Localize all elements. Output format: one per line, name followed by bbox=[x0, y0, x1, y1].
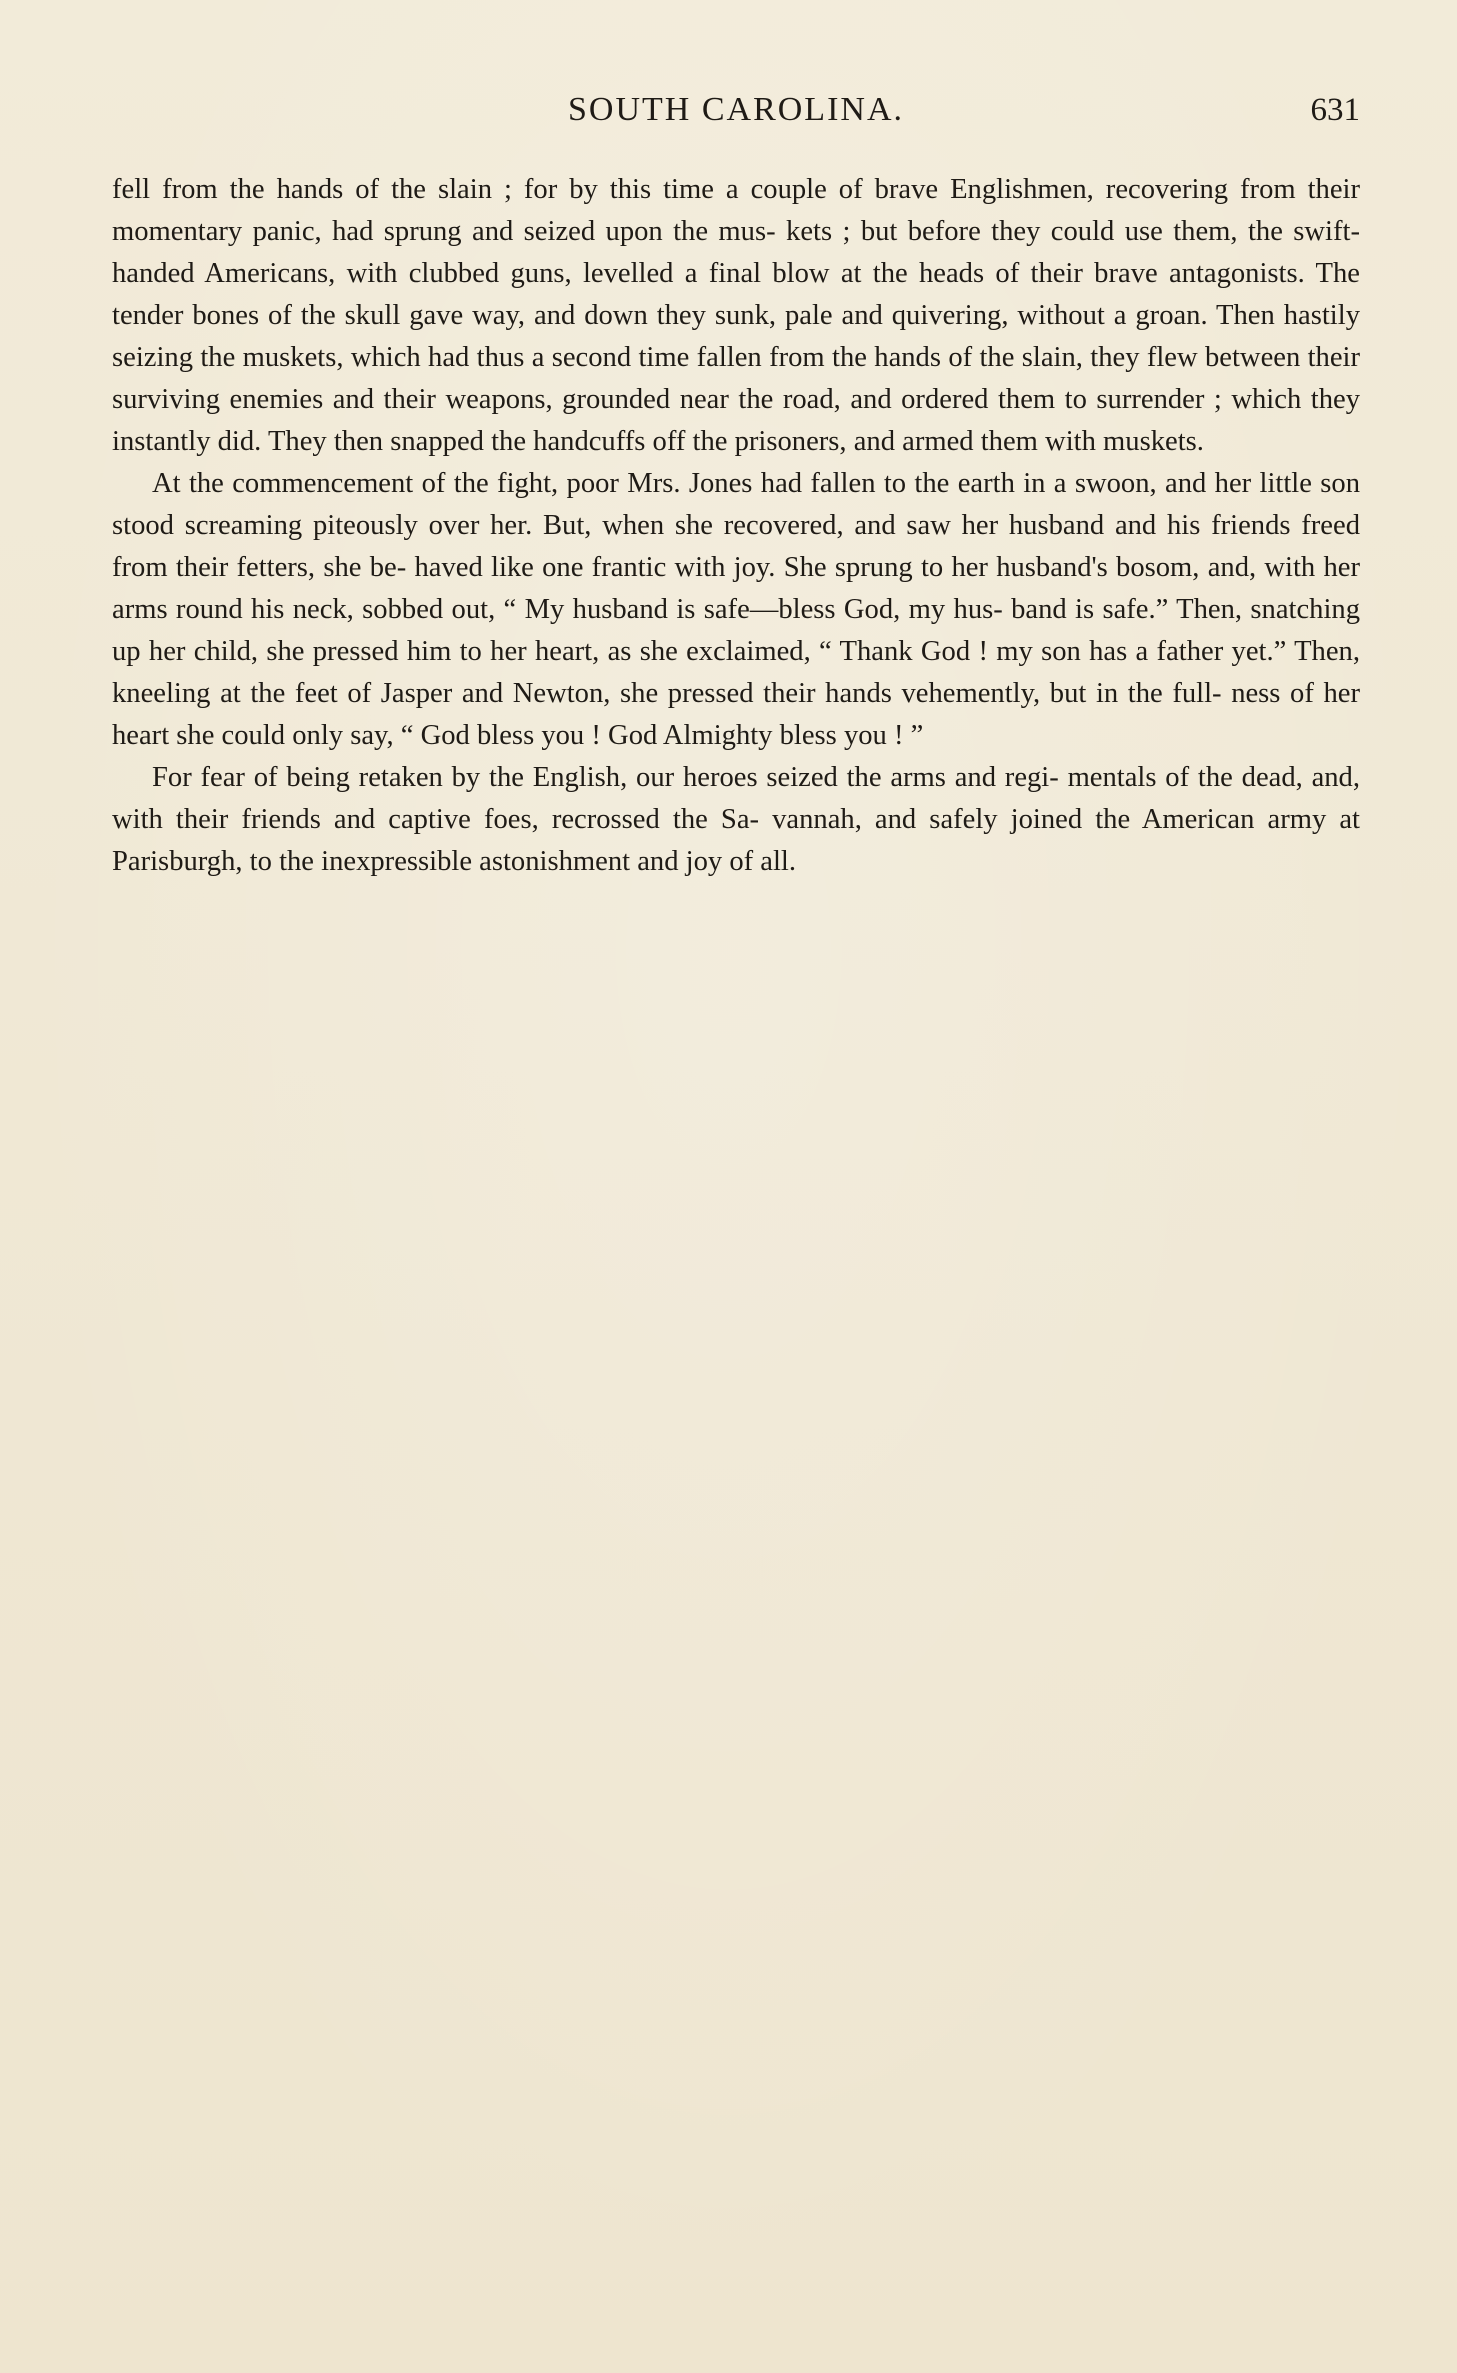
running-head bbox=[112, 88, 1360, 132]
body-text bbox=[112, 169, 1360, 883]
paragraph-1: fell from the hands of the slain ; for by this time a couple of brave Englishmen, recovering from their momentary panic, had sprung and seized upon the mus- kets ; but before they could use them, the swift-handed Americans, with clubbed guns, levelled a final blow at the heads of their brave antagonists. The tender bones of the skull gave way, and down they sunk, pale and quivering, without a groan. Then hastily seizing the muskets, which had thus a second time fallen from the hands of the slain, they flew between their surviving enemies and their weapons, grounded near the road, and ordered them to surrender ; which they instantly did. They then snapped the handcuffs off the prisoners, and armed them with muskets. bbox=[112, 174, 1360, 457]
running-title: SOUTH CAROLINA. bbox=[568, 91, 904, 128]
paragraph-3: For fear of being retaken by the English, our heroes seized the arms and regi- mentals of the dead, and, with their friends and captive foes, recrossed the Sa- vannah, and safely joined the American army at Parisburgh, to the inexpressible astonishment and joy of all. bbox=[112, 762, 1360, 877]
page-number: 631 bbox=[1310, 92, 1360, 128]
paragraph-2: At the commencement of the fight, poor Mrs. Jones had fallen to the earth in a swoon, and her little son stood screaming piteously over her. But, when she recovered, and saw her husband and his friends freed from their fetters, she be- haved like one frantic with joy. She sprung to her husband's bosom, and, with her arms round his neck, sobbed out, “ My husband is safe—bless God, my hus- band is safe.” Then, snatching up her child, she pressed him to her heart, as she exclaimed, “ Thank God ! my son has a father yet.” Then, kneeling at the feet of Jasper and Newton, she pressed their hands vehemently, but in the full- ness of her heart she could only say, “ God bless you ! God Almighty bless you ! ” bbox=[112, 468, 1360, 751]
